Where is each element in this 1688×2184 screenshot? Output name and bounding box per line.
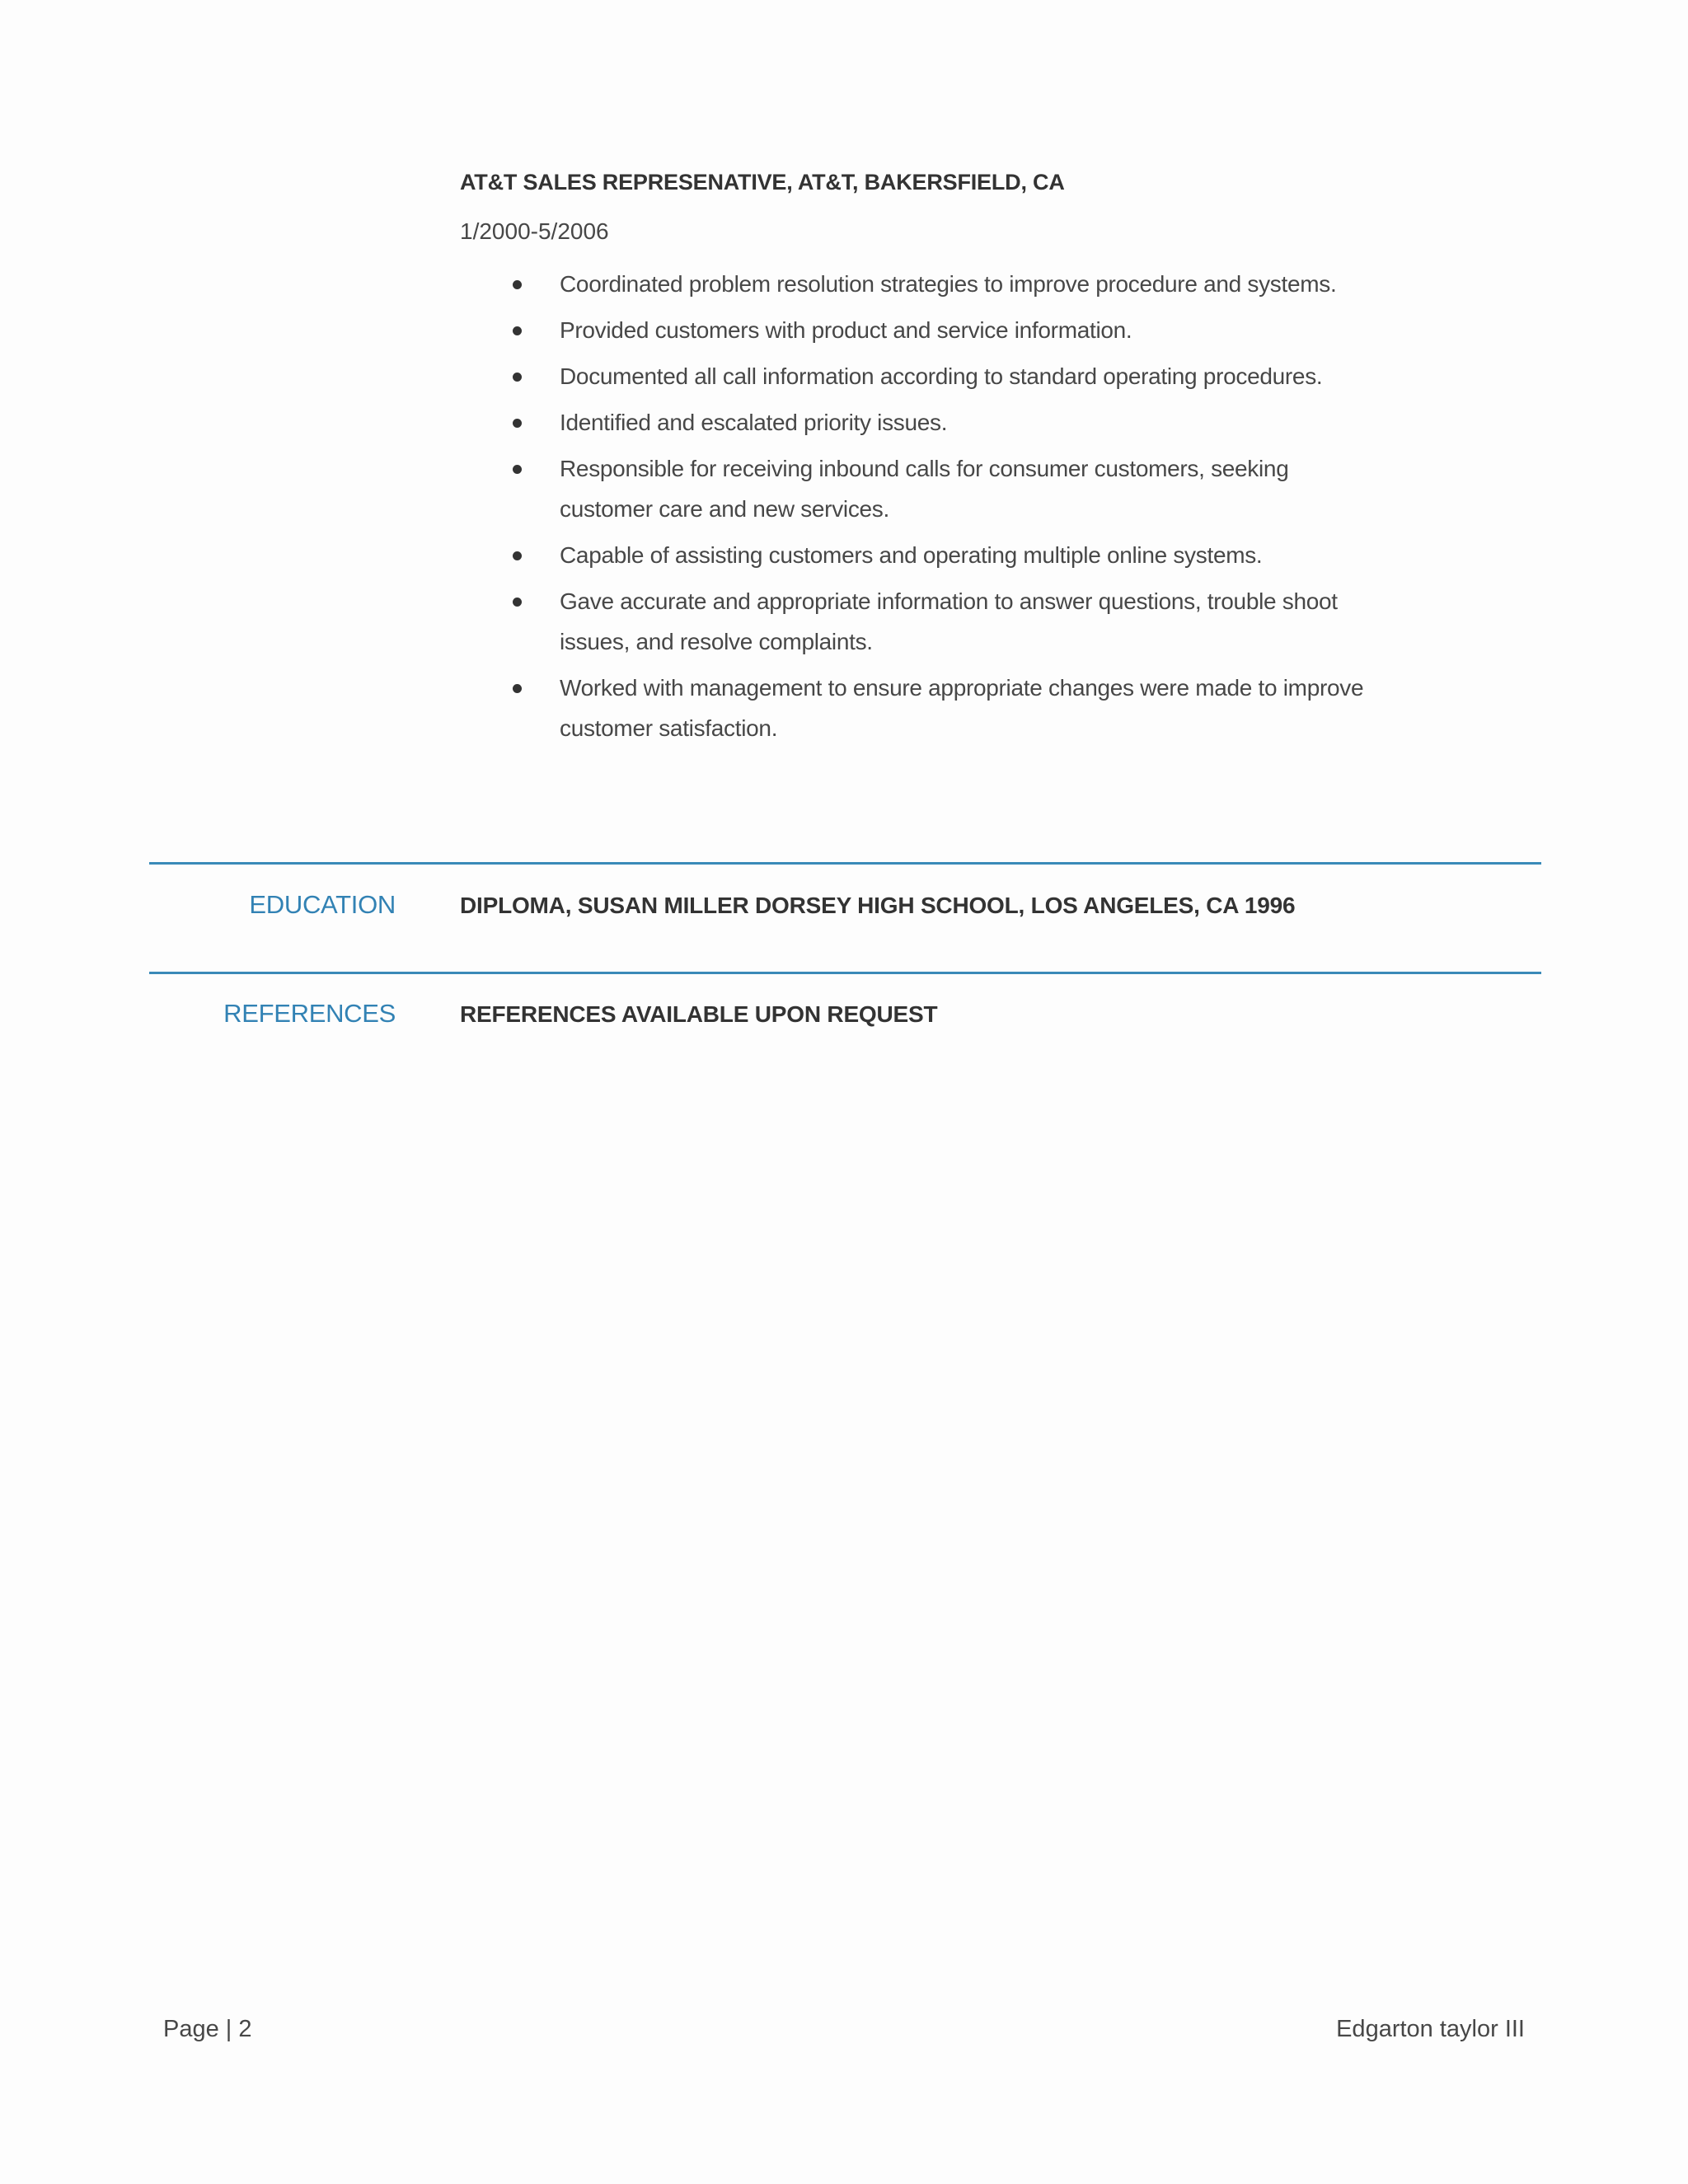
list-item [460,668,1384,748]
list-item [460,310,1384,350]
page-number: Page | 2 [163,2016,252,2042]
references-content: REFERENCES AVAILABLE UPON REQUEST [460,1001,938,1027]
references-label: REFERENCES [223,999,396,1028]
job-title: AT&T SALES REPRESENATIVE, AT&T, BAKERSFIELD, CA [460,170,1065,194]
list-item [460,448,1384,529]
education-content: DIPLOMA, SUSAN MILLER DORSEY HIGH SCHOOL, LOS ANGELES, CA 1996 [460,893,1296,918]
list-item [460,402,1384,443]
list-item [460,535,1384,575]
author-name: Edgarton taylor III [1336,2016,1525,2042]
list-item [460,356,1384,396]
section-divider [149,972,1541,974]
section-divider [149,862,1541,865]
bullet-icon [513,598,522,607]
list-item [460,581,1384,662]
bullet-icon [513,684,522,693]
bullet-text: Responsible for receiving inbound calls for consumer customers, seeking customer care and new services. [560,456,1289,522]
bullet-text: Capable of assisting customers and operating multiple online systems. [560,542,1263,568]
bullet-text: Provided customers with product and service information. [560,317,1132,343]
bullet-text: Documented all call information according to standard operating procedures. [560,363,1323,389]
education-label: EDUCATION [249,890,396,919]
bullet-icon [513,551,522,560]
responsibilities-list [460,264,1367,754]
bullet-icon [513,373,522,382]
bullet-text: Gave accurate and appropriate information to answer questions, trouble shoot issues, and resolve complaints. [560,588,1338,654]
bullet-icon [513,465,522,474]
bullet-text: Coordinated problem resolution strategies to improve procedure and systems. [560,271,1337,297]
bullet-text: Identified and escalated priority issues. [560,410,948,435]
list-item [460,264,1384,304]
bullet-icon [513,419,522,428]
bullet-text: Worked with management to ensure appropriate changes were made to improve customer satisfaction. [560,675,1364,741]
bullet-icon [513,280,522,289]
bullet-icon [513,326,522,335]
job-dates: 1/2000-5/2006 [460,218,609,244]
